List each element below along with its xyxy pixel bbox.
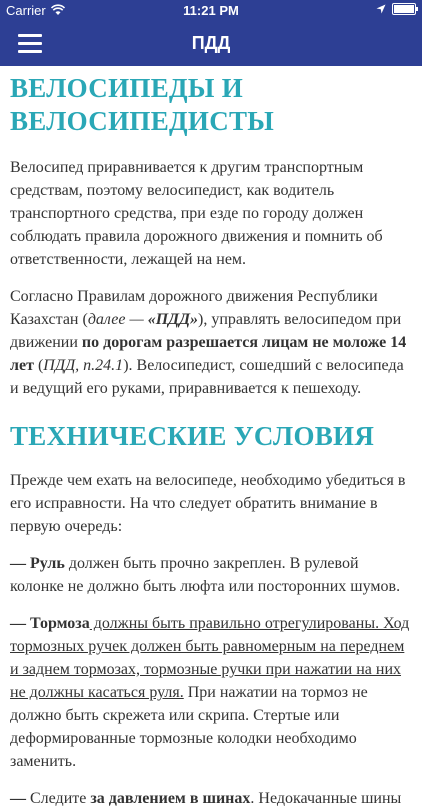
- paragraph-handlebar: — Руль должен быть прочно закреплен. В рулевой колонке не должно быть люфта или посторонних шумов.: [10, 555, 401, 595]
- status-bar: [0, 0, 422, 22]
- article-content[interactable]: [0, 66, 422, 807]
- heading-bicycles: ВЕЛОСИПЕДЫ И ВЕЛОСИПЕДИСТЫ: [10, 73, 275, 136]
- location-arrow-icon: [376, 4, 386, 14]
- status-right: [376, 3, 416, 15]
- paragraph-intro: Велосипед приравнивается к другим транспортным средствам, поэтому велосипедист, как водитель транспортного средства, при езде по городу должен соблюдать правила дорожного движения и помнить об ответственности, лежащей на нем.: [10, 159, 383, 268]
- carrier-label: Carrier: [6, 3, 46, 18]
- clock: 11:21 PM: [183, 3, 239, 18]
- nav-title: ПДД: [191, 33, 231, 53]
- nav-bar: [0, 22, 422, 66]
- heading-technical: ТЕХНИЧЕСКИЕ УСЛОВИЯ: [10, 421, 375, 451]
- battery-icon: [392, 3, 416, 15]
- paragraph-rules: Согласно Правилам дорожного движения Республики Казахстан (далее — «ПДД»), управлять велосипедом при движении по дорогам разрешается лицам не моложе 14 лет (ПДД, п.24.1). Велосипедист, сошедший с велосипеда и ведущий его руками, приравнивается к пешеходу.: [10, 288, 407, 397]
- paragraph-check: Прежде чем ехать на велосипеде, необходимо убедиться в его исправности. На что следует обратить внимание в первую очередь:: [10, 472, 406, 535]
- paragraph-tires: — Следите за давлением в шинах. Недокачанные шины: [10, 790, 402, 807]
- paragraph-brakes: — Тормоза должны быть правильно отрегулированы. Ход тормозных ручек должен быть равномерным на переднем и заднем тормозах, тормозные ручки при нажатии на них не должны касаться руля. При нажатии на тормоз не должно быть скрежета или скрипа. Стертые или деформированные тормозные колодки необходимо заменить.: [10, 615, 410, 770]
